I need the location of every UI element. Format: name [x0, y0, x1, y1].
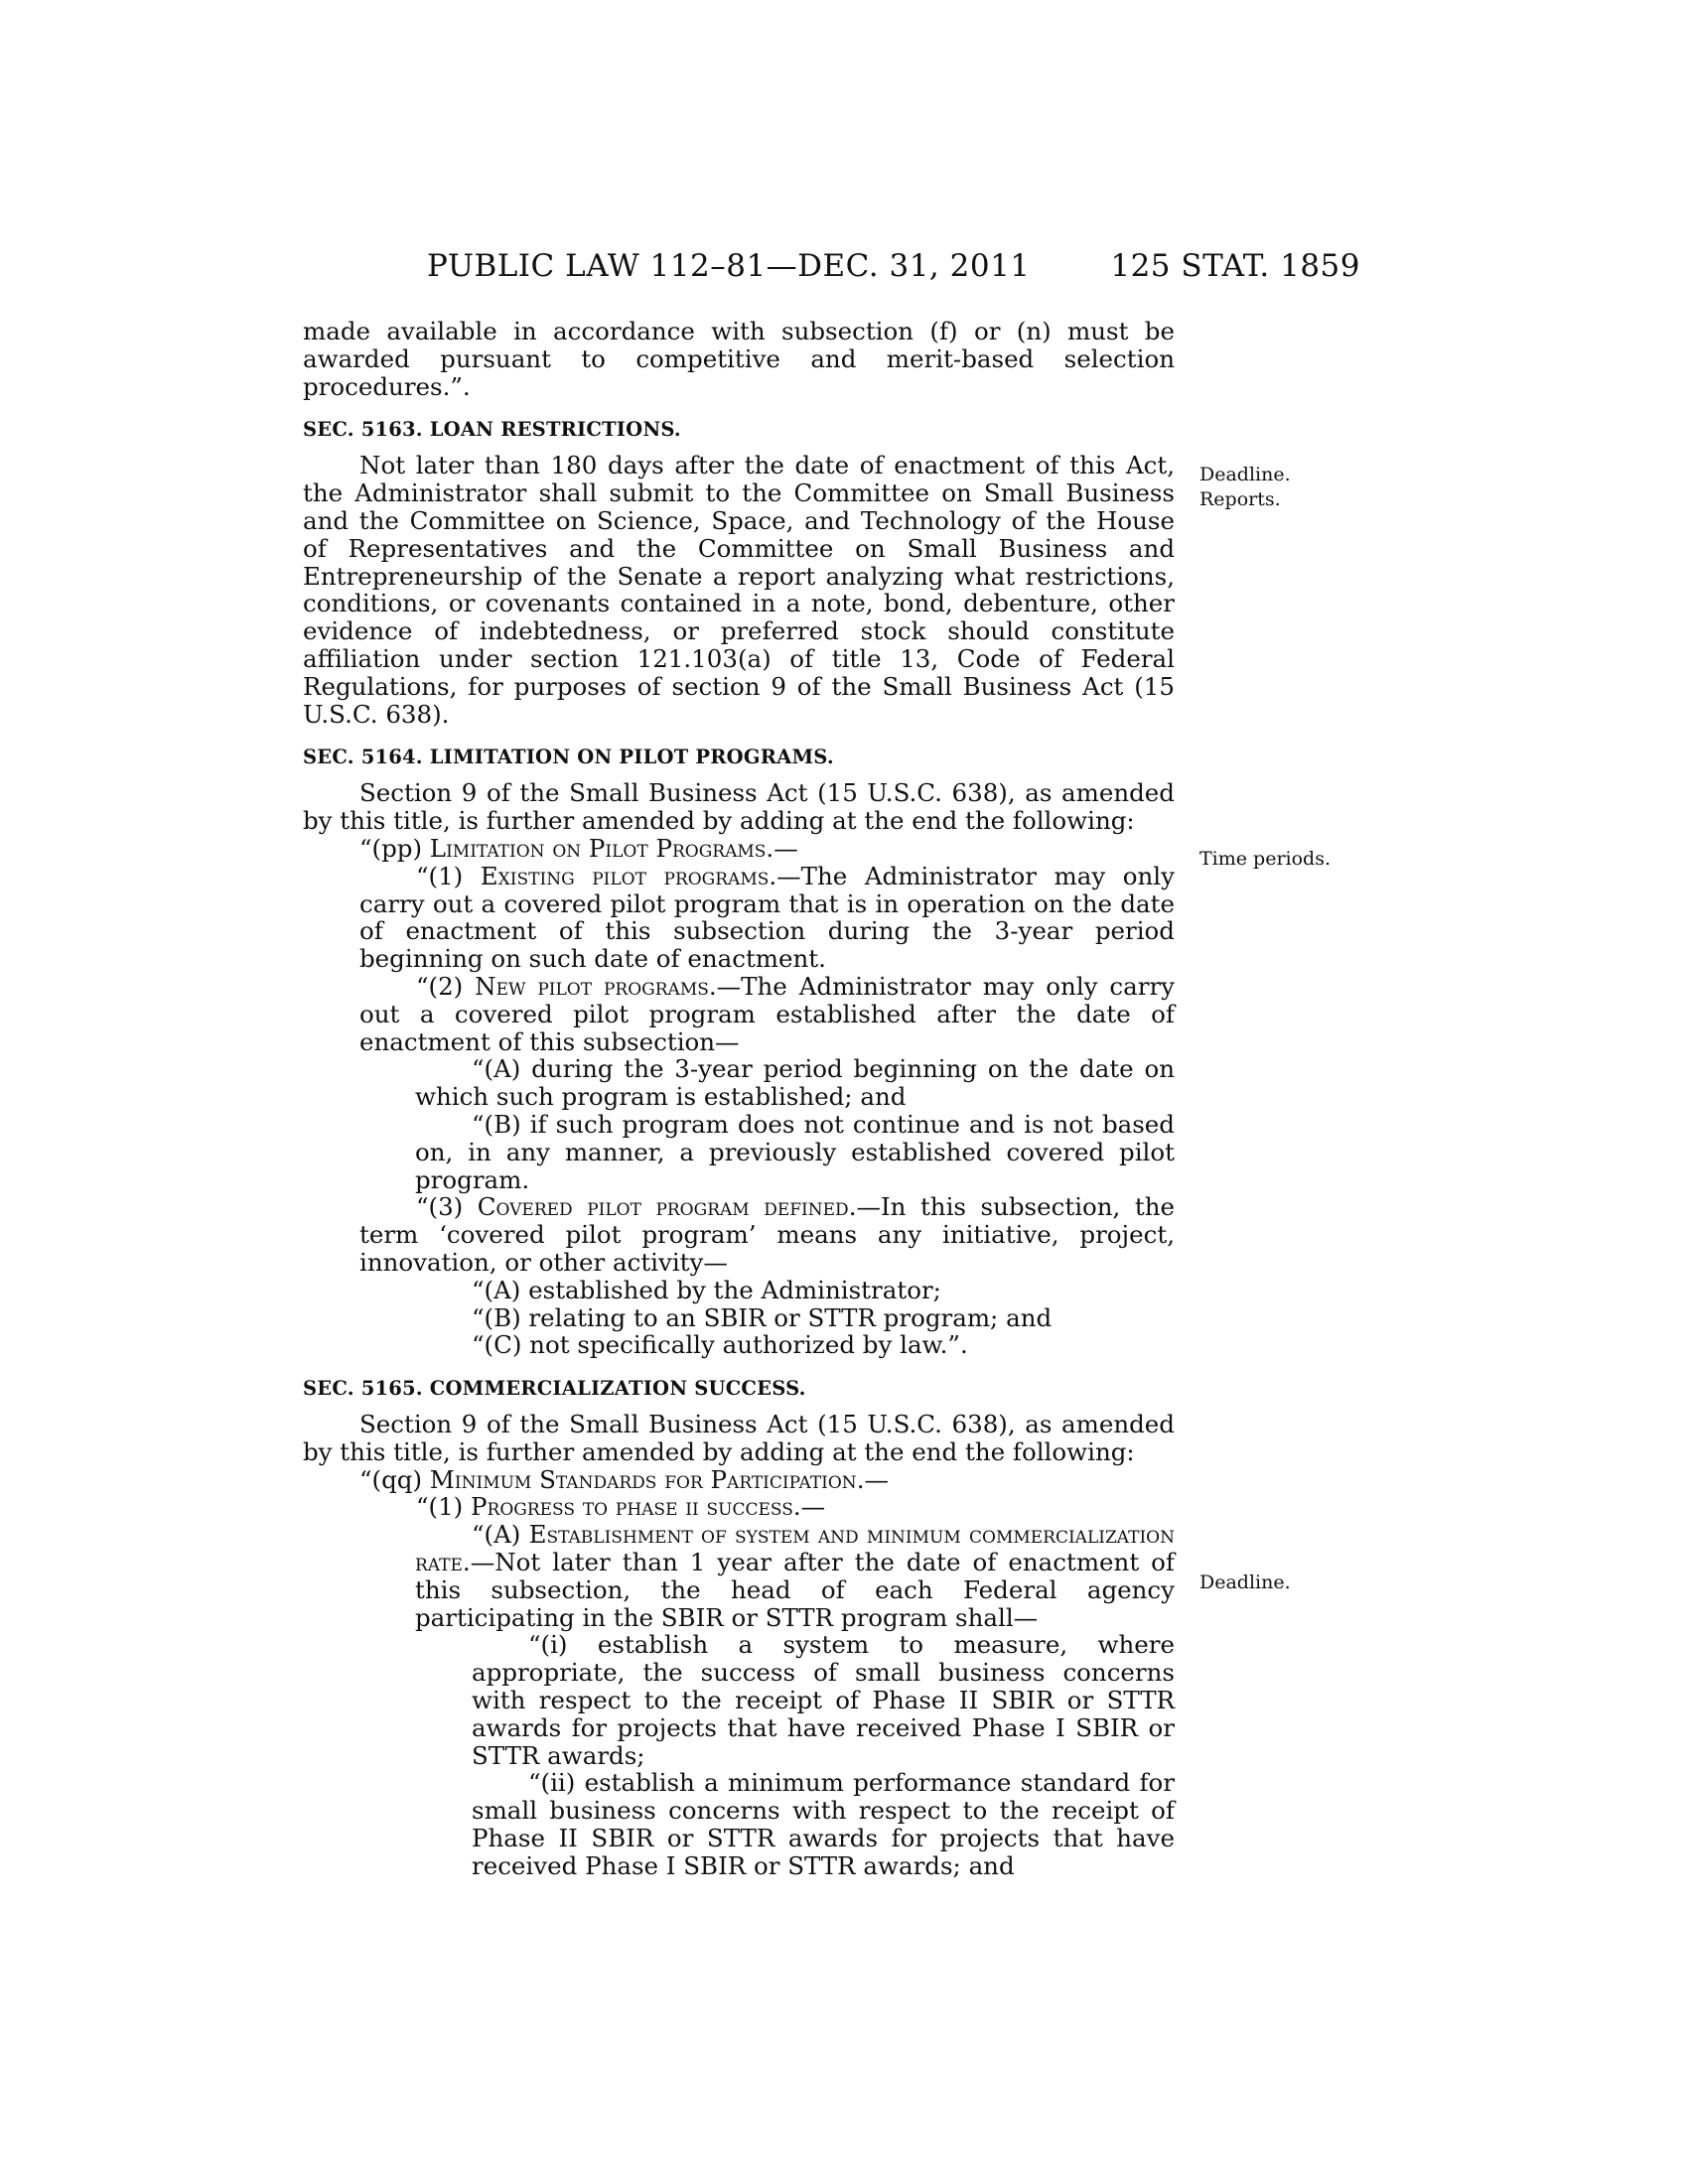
clause-qq-1-a: “(A) Establishment of system and minimum commercialization rate.—Not later than 1 year after the date of enactment of this subsection, the head of each Federal agency participating in the SBIR or STTR program shall— [415, 1520, 1175, 1632]
page-header [298, 246, 1360, 286]
section-heading-5163: SEC. 5163. LOAN RESTRICTIONS. [303, 418, 681, 442]
margin-note-reports: Reports. [1199, 488, 1281, 510]
subsection-pp: “(pp) Limitation on Pilot Programs.— [359, 833, 798, 863]
item-qq-1-a-ii: “(ii) establish a minimum performance standard for small business concerns with respect to the receipt of Phase II SBIR or STTR awards for projects that have received Phase I SBIR or STTR awards; and [472, 1768, 1175, 1880]
paragraph-pp-1: “(1) Existing pilot programs.—The Administrator may only carry out a covered pilot program that is in operation on the date of enactment of this subsection during the 3-year period beginning on such date of enactment. [359, 861, 1175, 974]
clause-pp-2-b: “(B) if such program does not continue and is not based on, in any manner, a previously established covered pilot program. [415, 1109, 1175, 1194]
header-stat-page: 125 STAT. 1859 [1110, 248, 1360, 284]
subsection-qq: “(qq) Minimum Standards for Participation.— [359, 1464, 889, 1494]
section-heading-5164: SEC. 5164. LIMITATION ON PILOT PROGRAMS. [303, 746, 834, 769]
clause-pp-2-a: “(A) during the 3-year period beginning on the date on which such program is established; and [415, 1054, 1175, 1112]
paragraph-qq-1: “(1) Progress to phase ii success.— [416, 1492, 826, 1522]
paragraph-pp-2: “(2) New pilot programs.—The Administrator may only carry out a covered pilot program established after the date of enactment of this subsection— [359, 971, 1176, 1056]
header-title: PUBLIC LAW 112–81—DEC. 31, 2011 [427, 248, 1031, 284]
section-5163-text: Not later than 180 days after the date of enactment of this Act, the Administrator shall submit to the Committee on Small Business and the Committee on Science, Space, and Technology of the House of Representatives and the Committee on Small Business and Entrepreneurship of the Senate a report analyzing what restrictions, conditions, or covenants contained in a note, bond, debenture, other evidence of indebtedness, or preferred stock should constitute affiliation under section 121.103(a) of title 13, Code of Federal Regulations, for purposes of section 9 of the Small Business Act (15 U.S.C. 638). [303, 451, 1175, 729]
margin-note-deadline-2: Deadline. [1199, 1571, 1291, 1593]
margin-note-deadline: Deadline. [1199, 464, 1291, 485]
paragraph-pp-3: “(3) Covered pilot program defined.—In this subsection, the term ‘covered pilot program’ means any initiative, project, innovation, or other activity— [359, 1192, 1175, 1277]
section-5165-intro: Section 9 of the Small Business Act (15 U.S.C. 638), as amended by this title, is further amended by adding at the end the following: [303, 1410, 1175, 1466]
continued-paragraph: made available in accordance with subsection (f) or (n) must be awarded pursuant to competitive and merit-based selection procedures.”. [303, 317, 1175, 401]
section-5164-intro: Section 9 of the Small Business Act (15 U.S.C. 638), as amended by this title, is further amended by adding at the end the following: [303, 778, 1175, 836]
main-text [303, 318, 1175, 1880]
margin-note-time-periods: Time periods. [1199, 848, 1332, 870]
clause-pp-3-a: “(A) established by the Administrator; [472, 1275, 941, 1304]
clause-pp-3-c: “(C) not specifically authorized by law.”. [472, 1330, 968, 1360]
clause-pp-3-b: “(B) relating to an SBIR or STTR program; and [472, 1302, 1053, 1332]
item-qq-1-a-i: “(i) establish a system to measure, where appropriate, the success of small business concerns with respect to the receipt of Phase II SBIR or STTR awards for projects that have received Phase I SBIR or STTR awards; [472, 1630, 1175, 1770]
section-heading-5165: SEC. 5165. COMMERCIALIZATION SUCCESS. [303, 1377, 806, 1401]
